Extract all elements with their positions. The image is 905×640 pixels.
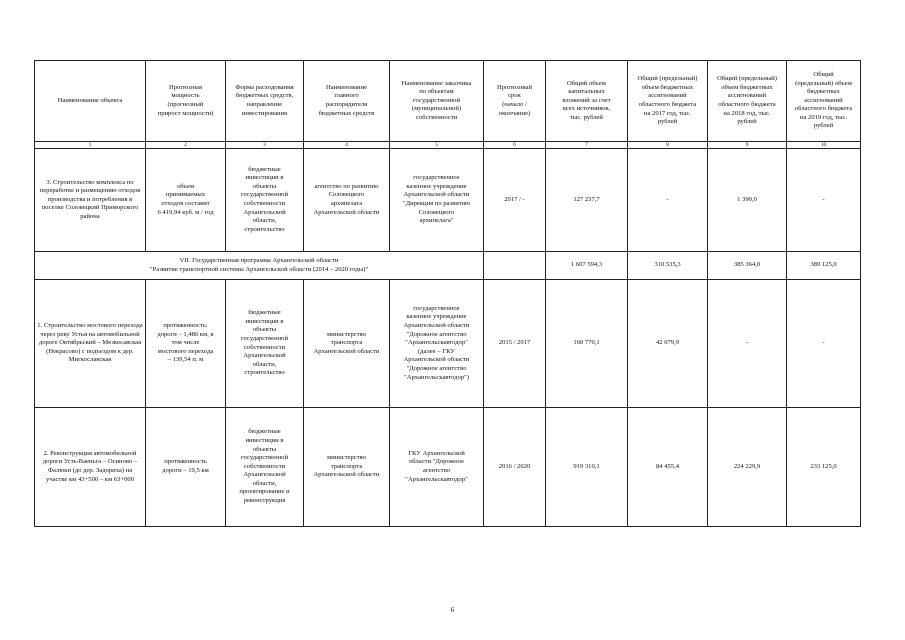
total-cell: 919 310,1 xyxy=(546,408,628,527)
budget-2017-cell: 84 455,4 xyxy=(628,408,708,527)
header-cell: Наименование объекта xyxy=(35,61,146,142)
spending-form-cell: бюджетные инвестиции в объекты государственной собственности Архангельской области, проектирование и реконструкция xyxy=(226,408,304,527)
program-2019-cell: 389 125,0 xyxy=(787,252,861,280)
spending-form-cell: бюджетные инвестиции в объекты государственной собственности Архангельской области, строительство xyxy=(226,280,304,408)
page-number: 6 xyxy=(450,606,455,614)
header-cell: Прогнозный срок (начало / окончание) xyxy=(484,61,546,142)
administrator-cell: агентство по развитию Соловецкого архипелага Архангельской области xyxy=(304,149,390,252)
program-title: VII. Государственная программа Архангельской области "Развитие транспортной системы Архангельской области (2014 – 2020 годы)" xyxy=(35,252,484,280)
total-cell: 160 770,1 xyxy=(546,280,628,408)
object-name: 1. Строительство мостового перехода через реку Устья на автомобильной дороге Октябрьский – Мезкосавская (Некрасово) с подъездом к дер. Мигкославская xyxy=(35,280,146,408)
administrator-cell: министерство транспорта Архангельской области xyxy=(304,280,390,408)
column-number-row xyxy=(35,142,861,149)
header-cell: Общий (предельный) объем бюджетных ассигнований областного бюджета на 2017 год, тыс. рублей xyxy=(628,61,708,142)
budget-2019-cell: - xyxy=(787,149,861,252)
object-name: 3. Строительство комплекса по переработке и размещению отходов производства и потребления в поселке Соловецкий Приморского района xyxy=(35,149,146,252)
header-cell: Общий (предельный) объем бюджетных ассигнований областного бюджета на 2018 год, тыс. рублей xyxy=(708,61,787,142)
budget-2018-cell: 224 229,9 xyxy=(708,408,787,527)
column-number: 6 xyxy=(484,142,546,149)
header-cell: Форма расходования бюджетных средств, направление инвестирования xyxy=(226,61,304,142)
term-cell: 2015 / 2017 xyxy=(484,280,546,408)
capacity-cell: протяженность: дороги – 1,486 км, в том числе мостового перехода – 139,54 п. м xyxy=(146,280,226,408)
term-cell: 2017 / - xyxy=(484,149,546,252)
column-number: 8 xyxy=(628,142,708,149)
capacity-cell: протяженность дороги – 19,5 км xyxy=(146,408,226,527)
column-number: 1 xyxy=(35,142,146,149)
empty-cell xyxy=(484,252,546,280)
column-number: 9 xyxy=(708,142,787,149)
budget-2019-cell: 233 125,0 xyxy=(787,408,861,527)
table-row xyxy=(35,280,861,408)
budget-2017-cell: - xyxy=(628,149,708,252)
table-row xyxy=(35,149,861,252)
column-number: 5 xyxy=(390,142,484,149)
header-cell: Общий объем капитальных вложений за счет всех источников, тыс. рублей xyxy=(546,61,628,142)
header-cell: Наименование заказчика по объектам государственной (муниципальной) собственности xyxy=(390,61,484,142)
program-total-cell: 1 607 594,3 xyxy=(546,252,628,280)
capacity-cell: объем принимаемых отходов составит 6 419,94 куб. м / год xyxy=(146,149,226,252)
column-number: 7 xyxy=(546,142,628,149)
customer-cell: государственное казенное учреждение Архангельской области "Дорожное агентство "Архангельскавтодор" (далее – ГКУ Архангельской области "Дорожное агентство "Архангельскавтодор") xyxy=(390,280,484,408)
program-row xyxy=(35,252,861,280)
column-number: 10 xyxy=(787,142,861,149)
investment-table xyxy=(34,60,861,527)
budget-2019-cell: - xyxy=(787,280,861,408)
column-number: 3 xyxy=(226,142,304,149)
table-row xyxy=(35,408,861,527)
header-cell: Наименование главного распорядителя бюджетных средств xyxy=(304,61,390,142)
program-2018-cell: 385 364,0 xyxy=(708,252,787,280)
spending-form-cell: бюджетные инвестиции в объекты государственной собственности Архангельской области, строительство xyxy=(226,149,304,252)
object-name: 2. Реконструкция автомобильной дороги Усть-Ваеньга – Осиново – Фалюки (до дер. Задориха) на участке км 43+500 – км 63+000 xyxy=(35,408,146,527)
customer-cell: государственное казенное учреждение Архангельской области "Дирекция по развитию Соловецкого архипелага" xyxy=(390,149,484,252)
budget-2017-cell: 42 079,9 xyxy=(628,280,708,408)
customer-cell: ГКУ Архангельской области "Дорожное агентство "Архангельскавтодор" xyxy=(390,408,484,527)
column-number: 2 xyxy=(146,142,226,149)
term-cell: 2016 / 2020 xyxy=(484,408,546,527)
header-cell: Прогнозная мощность (прогнозный прирост мощности) xyxy=(146,61,226,142)
header-row xyxy=(35,61,861,142)
total-cell: 127 237,7 xyxy=(546,149,628,252)
header-cell: Общий (предельный) объем бюджетных ассигнований областного бюджета на 2019 год, тыс. рублей xyxy=(787,61,861,142)
column-number: 4 xyxy=(304,142,390,149)
budget-2018-cell: - xyxy=(708,280,787,408)
program-2017-cell: 310 535,3 xyxy=(628,252,708,280)
administrator-cell: министерство транспорта Архангельской области xyxy=(304,408,390,527)
budget-2018-cell: 1 390,0 xyxy=(708,149,787,252)
